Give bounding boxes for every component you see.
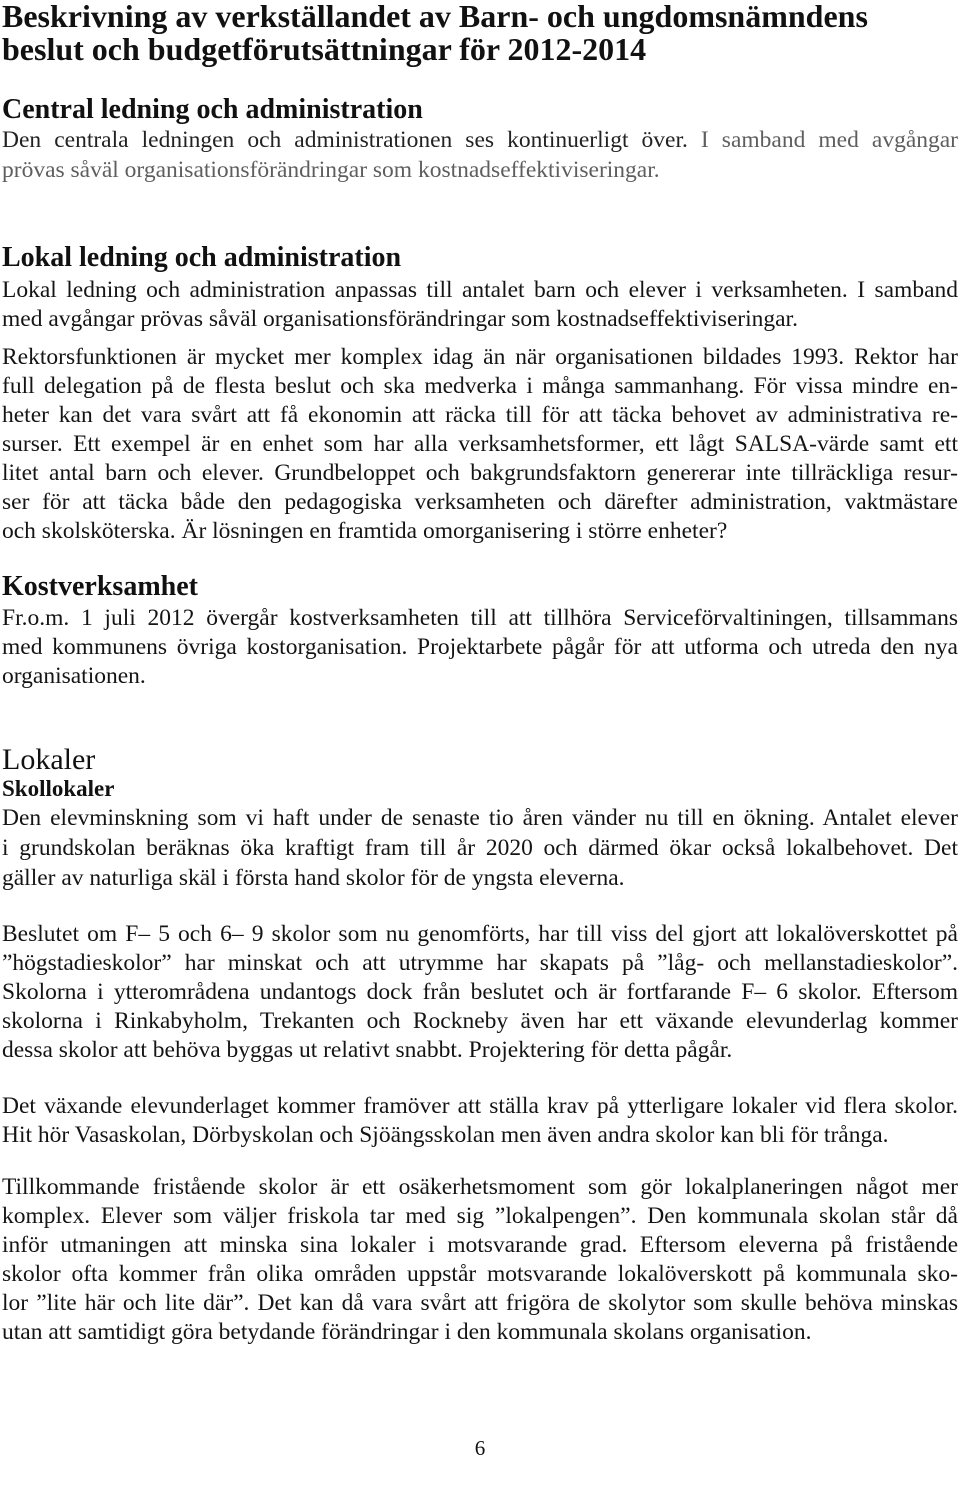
paragraph-line: med avgångar prövas såväl organisationsförändringar som kostnadseffektiviseringar. bbox=[2, 306, 798, 332]
document-title bbox=[2, 0, 958, 66]
paragraph bbox=[2, 276, 958, 334]
paragraph-line: litet antal barn och elever. Grundbeloppet och bakgrundsfaktorn genererar inte tillräckliga resur- bbox=[2, 460, 958, 486]
paragraph-line: Hit hör Vasaskolan, Dörbyskolan och Sjöängsskolan men även andra skolor kan bli för trånga. bbox=[2, 1122, 889, 1148]
section-heading: Lokal ledning och administration bbox=[2, 242, 402, 273]
paragraph-line: organisationen. bbox=[2, 663, 146, 689]
title-line: beslut och budgetförutsättningar för 2012-2014 bbox=[2, 31, 647, 67]
paragraph-line: gäller av naturliga skäl i första hand skolor för de yngsta eleverna. bbox=[2, 865, 625, 891]
paragraph-line: inför utmaningen att minska sina lokaler i motsvarande grad. Eftersom eleverna på fristående bbox=[2, 1232, 958, 1258]
page-number: 6 bbox=[474, 1436, 486, 1460]
section-subheading: Skollokaler bbox=[2, 776, 115, 801]
paragraph-line: Det växande elevunderlaget kommer framöver att ställa krav på ytterligare lokaler vid flera skolor. bbox=[2, 1093, 958, 1119]
paragraph bbox=[2, 1092, 958, 1150]
paragraph-line: Lokal ledning och administration anpassas till antalet barn och elever i verksamheten. I samband bbox=[2, 277, 958, 303]
paragraph bbox=[2, 343, 958, 546]
paragraph-line: lor ”lite här och lite där”. Det kan då vara svårt att frigöra de skolytor som skulle behöva minskas bbox=[2, 1290, 958, 1316]
paragraph-line: och skolsköterska. Är lösningen en framtida omorganisering i större enheter? bbox=[2, 518, 728, 544]
paragraph-line: skolorna i Rinkabyholm, Trekanten och Rockneby även har ett växande elevunderlag kommer bbox=[2, 1008, 958, 1034]
paragraph bbox=[2, 604, 958, 691]
paragraph-line: Beslutet om F– 5 och 6– 9 skolor som nu genomförts, har till viss del gjort att lokalöverskottet på bbox=[2, 921, 958, 947]
paragraph bbox=[2, 803, 958, 893]
paragraph-line: heter kan det vara svårt att få ekonomin att räcka till för att täcka behovet av administrativa re- bbox=[2, 402, 958, 428]
paragraph-line: ”högstadieskolor” har minskat och att utrymme har skapats på ”låg- och mellanstadieskolor”. bbox=[2, 950, 958, 976]
paragraph-line: Skolorna i ytterområdena undantogs dock från beslutet och är fortfarande F– 6 skolor. Eftersom bbox=[2, 979, 958, 1005]
paragraph-line: dessa skolor att behöva byggas ut relativt snabbt. Projektering för detta pågår. bbox=[2, 1037, 733, 1063]
paragraph bbox=[2, 125, 958, 185]
paragraph-line: full delegation på de flesta beslut och ska medverka i många sammanhang. För vissa mindre en- bbox=[2, 373, 958, 399]
paragraph-line: skolor ofta kommer från olika områden uppstår motsvarande lokalöverskott på kommunala sko- bbox=[2, 1261, 958, 1287]
paragraph-line: utan att samtidigt göra betydande förändringar i den kommunala skolans organisation. bbox=[2, 1319, 812, 1345]
paragraph-line: komplex. Elever som väljer friskola tar med sig ”lokalpengen”. Den kommunala skolan står då bbox=[2, 1203, 958, 1229]
paragraph-line: Tillkommande fristående skolor är ett osäkerhetsmoment som gör lokalplaneringen något mer bbox=[2, 1174, 958, 1200]
paragraph-line: Den elevminskning som vi haft under de senaste tio åren vänder nu till en ökning. Antalet elever bbox=[2, 805, 958, 831]
paragraph-line: Fr.o.m. 1 juli 2012 övergår kostverksamheten till att tillhöra Serviceförvaltiningen, tillsammans bbox=[2, 605, 958, 631]
section-heading: Central ledning och administration bbox=[2, 94, 423, 125]
line-segment: Den centrala ledningen och administrationen ses kontinuerligt över. bbox=[2, 127, 688, 153]
section-heading: Lokaler bbox=[2, 743, 96, 776]
paragraph-line: med kommunens övriga kostorganisation. Projektarbete pågår för att utforma och utreda den nya bbox=[2, 634, 958, 660]
paragraph-line bbox=[2, 125, 958, 155]
paragraph bbox=[2, 1173, 958, 1347]
line-segment: prövas såväl organisationsförändringar som kostnadseffektiviseringar. bbox=[2, 157, 660, 183]
paragraph-line: surser. Ett exempel är en enhet som har alla verksamhetsformer, ett lågt SALSA-värde samt ett bbox=[2, 431, 958, 457]
title-line: Beskrivning av verkställandet av Barn- och ungdomsnämndens bbox=[2, 0, 868, 34]
section-heading: Kostverksamhet bbox=[2, 571, 198, 602]
paragraph bbox=[2, 920, 958, 1065]
paragraph-line bbox=[2, 155, 958, 185]
paragraph-line: ser för att täcka både den pedagogiska verksamheten och därefter administration, vaktmästare bbox=[2, 489, 958, 515]
line-segment: I samband med avgångar bbox=[700, 127, 959, 153]
paragraph-line: Rektorsfunktionen är mycket mer komplex idag än när organisationen bildades 1993. Rektor har bbox=[2, 344, 958, 370]
paragraph-line: i grundskolan beräknas öka kraftigt fram till år 2020 och därmed ökar också lokalbehovet. Det bbox=[2, 835, 958, 861]
